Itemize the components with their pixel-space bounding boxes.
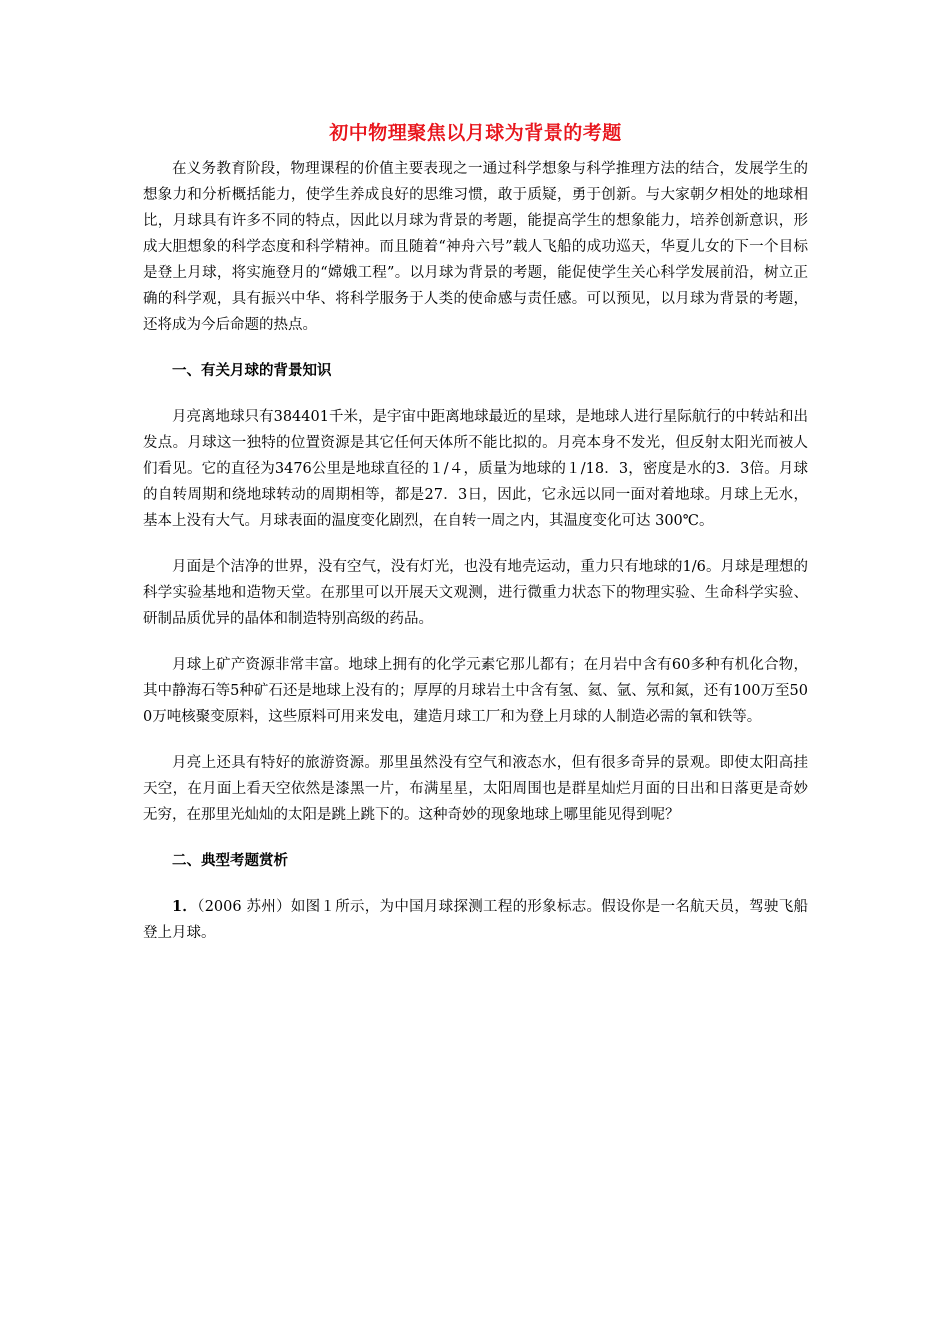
section-heading-exam-analysis: 二、典型考题赏析 [172,852,288,869]
question-1-text: （2006 苏州）如图１所示，为中国月球探测工程的形象标志。假设你是一名航天员，驾驶飞船登上月球。 [143,899,809,941]
paragraph-moon-distance: 月亮离地球只有384401千米，是宇宙中距离地球最近的星球，是地球人进行星际航行的中转站和出发点。月球这一独特的位置资源是其它任何天体所不能比拟的。月亮本身不发光，但反射太阳光而被人们看见。它的直径为3476公里是地球直径的１/４，质量为地球的１/18．3，密度是水的3．3倍。月球的自转周期和绕地球转动的周期相等，都是27．3日，因此，它永远以同一面对着地球。月球上无水，基本上没有大气。月球表面的温度变化剧烈，在自转一周之内，其温度变化可达 300℃。 [143,409,808,529]
paragraph-moon-tourism: 月亮上还具有特好的旅游资源。那里虽然没有空气和液态水，但有很多奇异的景观。即使太阳高挂天空，在月面上看天空依然是漆黑一片，布满星星，太阳周围也是群星灿烂月面的日出和日落更是奇妙无穷，在那里光灿灿的太阳是跳上跳下的。这种奇妙的现象地球上哪里能见得到呢？ [143,755,808,823]
paragraph-moon-minerals: 月球上矿产资源非常丰富。地球上拥有的化学元素它那儿都有；在月岩中含有60多种有机化合物，其中静海石等5种矿石还是地球上没有的；厚厚的月球岩土中含有氢、氦、氩、氖和氮，还有100万至500万吨核聚变原料，这些原料可用来发电，建造月球工厂和为登上月球的人制造必需的氧和铁等。 [143,657,808,725]
paragraph-moon-surface: 月面是个洁净的世界，没有空气，没有灯光，也没有地壳运动，重力只有地球的1/6。月球是理想的科学实验基地和造物天堂。在那里可以开展天文观测，进行微重力状态下的物理实验、生命科学实验、研制品质优异的晶体和制造特别高级的药品。 [143,559,808,627]
section-heading-background: 一、有关月球的背景知识 [172,362,332,379]
intro-paragraph: 在义务教育阶段，物理课程的价值主要表现之一通过科学想象与科学推理方法的结合，发展学生的想象力和分析概括能力，使学生养成良好的思维习惯，敢于质疑，勇于创新。与大家朝夕相处的地球相比，月球具有许多不同的特点，因此以月球为背景的考题，能提高学生的想象能力，培养创新意识，形成大胆想象的科学态度和科学精神。而且随着“神舟六号”载人飞船的成功巡天，华夏儿女的下一个目标是登上月球，将实施登月的“嫦娥工程”。以月球为背景的考题，能促使学生关心科学发展前沿，树立正确的科学观，具有振兴中华、将科学服务于人类的使命感与责任感。可以预见，以月球为背景的考题，还将成为今后命题的热点。 [143,161,808,333]
document-title: 初中物理聚焦以月球为背景的考题 [329,122,622,144]
document-page [143,118,808,966]
question-1-number: 1． [172,898,198,915]
question-1 [143,894,808,946]
